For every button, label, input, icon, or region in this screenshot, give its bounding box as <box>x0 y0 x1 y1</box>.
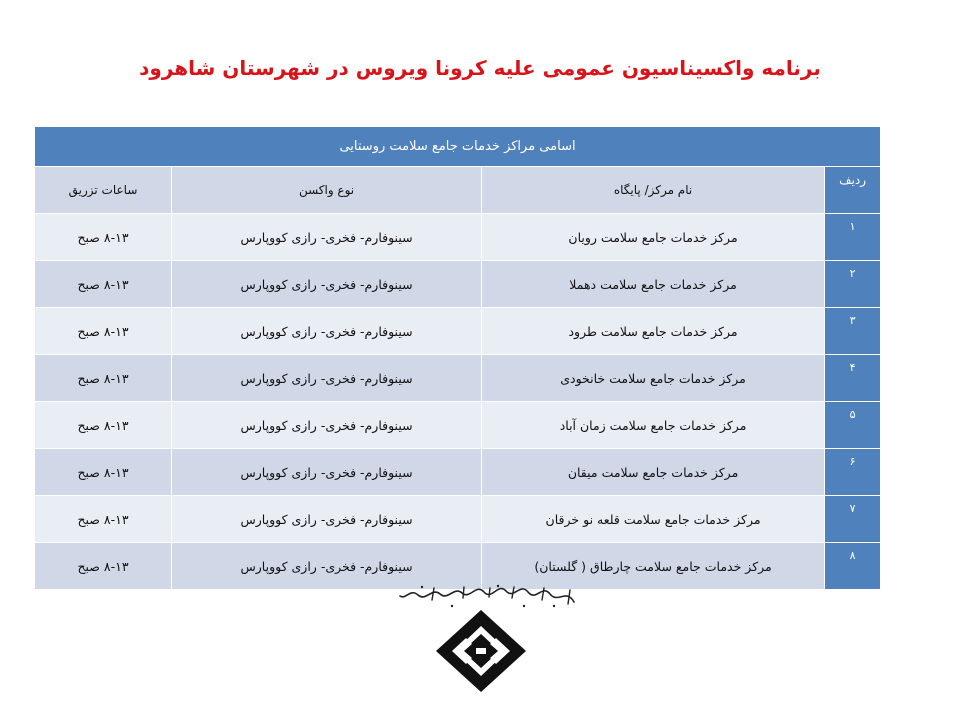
injection-hours: ۸-۱۳ صبح <box>35 355 172 402</box>
header-vaccine-type: نوع واکسن <box>172 167 482 214</box>
center-name: مرکز خدمات جامع سلامت قلعه نو خرقان <box>482 496 825 543</box>
row-number: ۷ <box>825 496 881 543</box>
injection-hours: ۸-۱۳ صبح <box>35 496 172 543</box>
table-row <box>35 355 881 402</box>
injection-hours: ۸-۱۳ صبح <box>35 214 172 261</box>
university-logo-icon <box>436 610 526 692</box>
row-number: ۶ <box>825 449 881 496</box>
row-number: ۸ <box>825 543 881 590</box>
header-row-number: ردیف <box>825 167 881 214</box>
vaccine-type: سینوفارم- فخری- رازی کووپارس <box>172 355 482 402</box>
vaccine-type: سینوفارم- فخری- رازی کووپارس <box>172 543 482 590</box>
injection-hours: ۸-۱۳ صبح <box>35 402 172 449</box>
vaccine-type: سینوفارم- فخری- رازی کووپارس <box>172 449 482 496</box>
injection-hours: ۸-۱۳ صبح <box>35 308 172 355</box>
center-name: مرکز خدمات جامع سلامت دهملا <box>482 261 825 308</box>
row-number: ۳ <box>825 308 881 355</box>
injection-hours: ۸-۱۳ صبح <box>35 543 172 590</box>
center-name: مرکز خدمات جامع سلامت خانخودی <box>482 355 825 402</box>
header-center-name: نام مرکز/ پایگاه <box>482 167 825 214</box>
row-number: ۴ <box>825 355 881 402</box>
table-row <box>35 402 881 449</box>
center-name: مرکز خدمات جامع سلامت میقان <box>482 449 825 496</box>
table-row <box>35 261 881 308</box>
vaccine-type: سینوفارم- فخری- رازی کووپارس <box>172 308 482 355</box>
row-number: ۵ <box>825 402 881 449</box>
center-name: مرکز خدمات جامع سلامت چارطاق ( گلستان) <box>482 543 825 590</box>
page-title: برنامه واکسیناسیون عمومی علیه کرونا ویروس در شهرستان شاهرود <box>139 56 821 80</box>
table-row <box>35 496 881 543</box>
center-name: مرکز خدمات جامع سلامت زمان آباد <box>482 402 825 449</box>
row-number: ۲ <box>825 261 881 308</box>
injection-hours: ۸-۱۳ صبح <box>35 449 172 496</box>
table-banner: اسامی مراکز خدمات جامع سلامت روستایی <box>35 127 881 167</box>
vaccine-type: سینوفارم- فخری- رازی کووپارس <box>172 402 482 449</box>
center-name: مرکز خدمات جامع سلامت رویان <box>482 214 825 261</box>
header-injection-hours: ساعات تزریق <box>35 167 172 214</box>
vaccination-centers-table <box>34 126 881 590</box>
injection-hours: ۸-۱۳ صبح <box>35 261 172 308</box>
university-logo <box>388 582 584 692</box>
vaccine-type: سینوفارم- فخری- رازی کووپارس <box>172 214 482 261</box>
logo-script-text <box>394 582 580 610</box>
table-row <box>35 214 881 261</box>
center-name: مرکز خدمات جامع سلامت طرود <box>482 308 825 355</box>
vaccine-type: سینوفارم- فخری- رازی کووپارس <box>172 261 482 308</box>
table-header-row <box>35 167 881 214</box>
table-row <box>35 449 881 496</box>
table-row <box>35 308 881 355</box>
vaccine-type: سینوفارم- فخری- رازی کووپارس <box>172 496 482 543</box>
row-number: ۱ <box>825 214 881 261</box>
